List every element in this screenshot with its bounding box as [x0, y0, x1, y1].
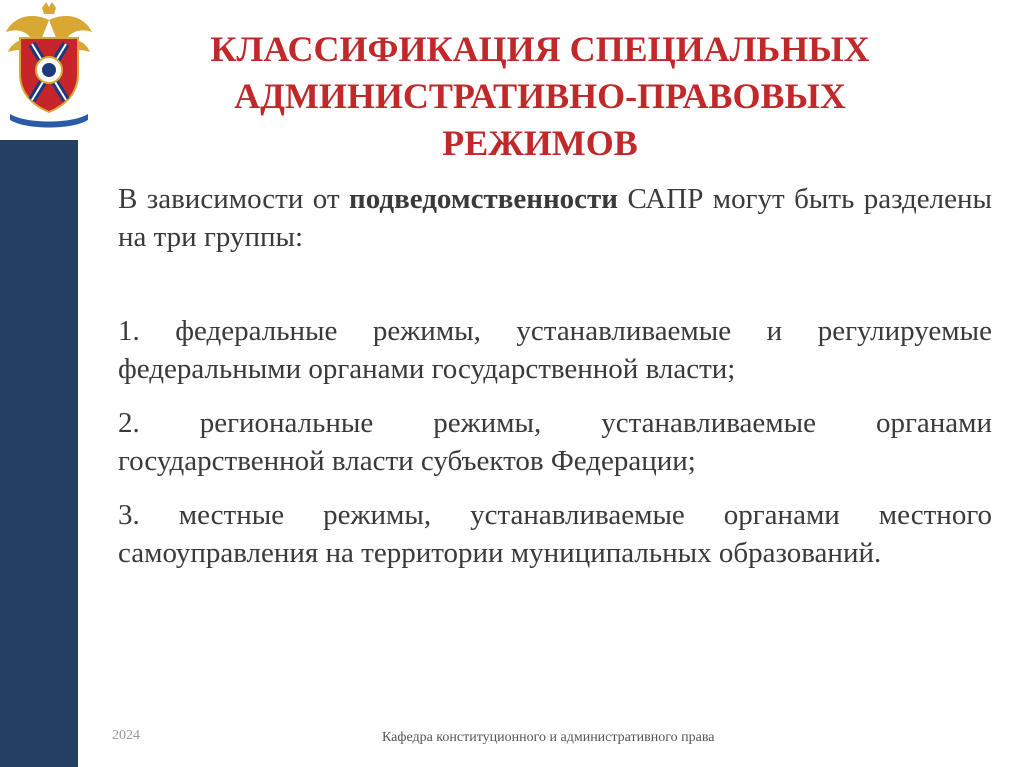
title-line-2: АДМИНИСТРАТИВНО-ПРАВОВЫХ — [234, 76, 846, 116]
emblem-icon — [2, 2, 96, 130]
intro-text-after: САПР могут быть разделены на три группы: — [118, 183, 993, 253]
slide-title — [160, 26, 920, 167]
intro-text-before: В зависимости от — [118, 183, 350, 215]
footer-department: Кафедра конституционного и административного права — [382, 730, 715, 745]
footer-year: 2024 — [112, 728, 140, 743]
intro-keyword: подведомственности — [349, 183, 618, 215]
slide-body — [118, 180, 992, 588]
intro-paragraph — [118, 180, 992, 256]
list-item-federal: 1. федеральные режимы, устанавливаемые и регулируемые федеральными органами государственной власти; — [118, 315, 992, 385]
title-line-3: РЕЖИМОВ — [442, 123, 638, 163]
list-item-local: 3. местные режимы, устанавливаемые органами местного самоуправления на территории муниципальных образований. — [118, 499, 992, 569]
list-item-regional: 2. региональные режимы, устанавливаемые органами государственной власти субъектов Федерации; — [118, 407, 992, 477]
title-line-1: КЛАССИФИКАЦИЯ СПЕЦИАЛЬНЫХ — [210, 29, 870, 69]
side-bar — [0, 140, 78, 767]
